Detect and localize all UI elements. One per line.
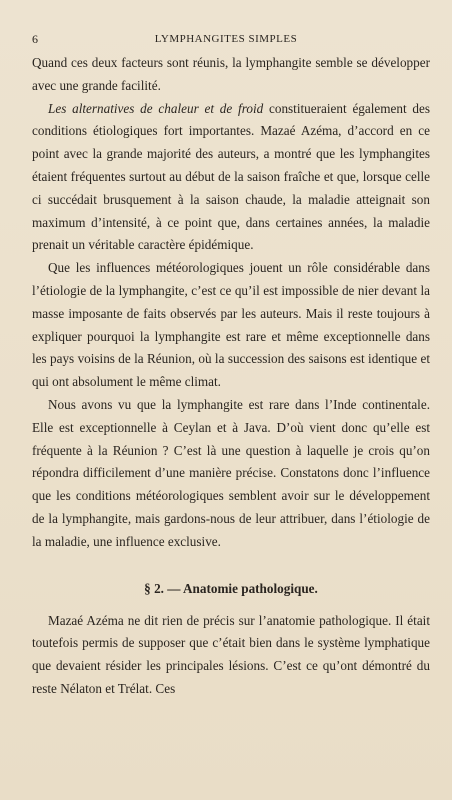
- body-text: [32, 52, 430, 701]
- paragraph-1-text: Quand ces deux facteurs sont réunis, la lymphangite semble se développer avec une grande facilité.: [32, 55, 430, 93]
- paragraph-1: [32, 52, 430, 98]
- paragraph-2-text: constitueraient également des conditions étiologiques fort importantes. Mazaé Azéma, d’accord en ce point avec la grande majorité des auteurs, a montré que les lymphangites étaient fréquentes surtout au début de la saison fraîche et que, lorsque celle ci succédait brusquement à la saison chaude, la maladie atteignait son maximum d’intensité, à ce point que, dans certaines années, la maladie prenait un véritable caractère épidémique.: [32, 100, 431, 253]
- paragraph-5: [32, 610, 430, 701]
- paragraph-2-italic-phrase: Les alternatives de chaleur et de froid: [48, 100, 264, 116]
- paragraph-4-text: Nous avons vu que la lymphangite est rare dans l’Inde continentale. Elle est exceptionnelle à Ceylan et à Java. D’où vient donc qu’elle est fréquente à la Réunion ? C’est là une question à laquelle je crois qu’on répondra difficilement d’une manière précise. Constatons donc l’influence que les conditions météorologiques semblent avoir sur le développement de la lymphangite, mais gardons-nous de leur attribuer, dans l’étiologie de la maladie, une influence exclusive.: [32, 396, 430, 549]
- paragraph-2: [32, 98, 430, 258]
- paragraph-5-text: Mazaé Azéma ne dit rien de précis sur l’anatomie pathologique. Il était toutefois permis de supposer que c’était bien dans le système lymphatique que devaient résider les principales lésions. C’est ce qu’ont démontré du reste Nélaton et Trélat. Ces: [32, 612, 430, 696]
- paragraph-3-text: Que les influences météorologiques jouent un rôle considérable dans l’étiologie de la lymphangite, c’est ce qu’il est impossible de nier devant la masse imposante de faits observés par les auteurs. Mais il reste toujours à expliquer pourquoi la lymphangite est rare et même exceptionnelle dans les pays voisins de la Réunion, où la succession des saisons est identique et qui ont absolument le même climat.: [32, 260, 430, 390]
- running-head: LYMPHANGITES SIMPLES: [154, 33, 298, 45]
- paragraph-3: [32, 257, 430, 394]
- section-heading: § 2. — Anatomie pathologique.: [144, 580, 318, 596]
- page-number: 6: [32, 32, 38, 46]
- paragraph-4: [32, 394, 430, 554]
